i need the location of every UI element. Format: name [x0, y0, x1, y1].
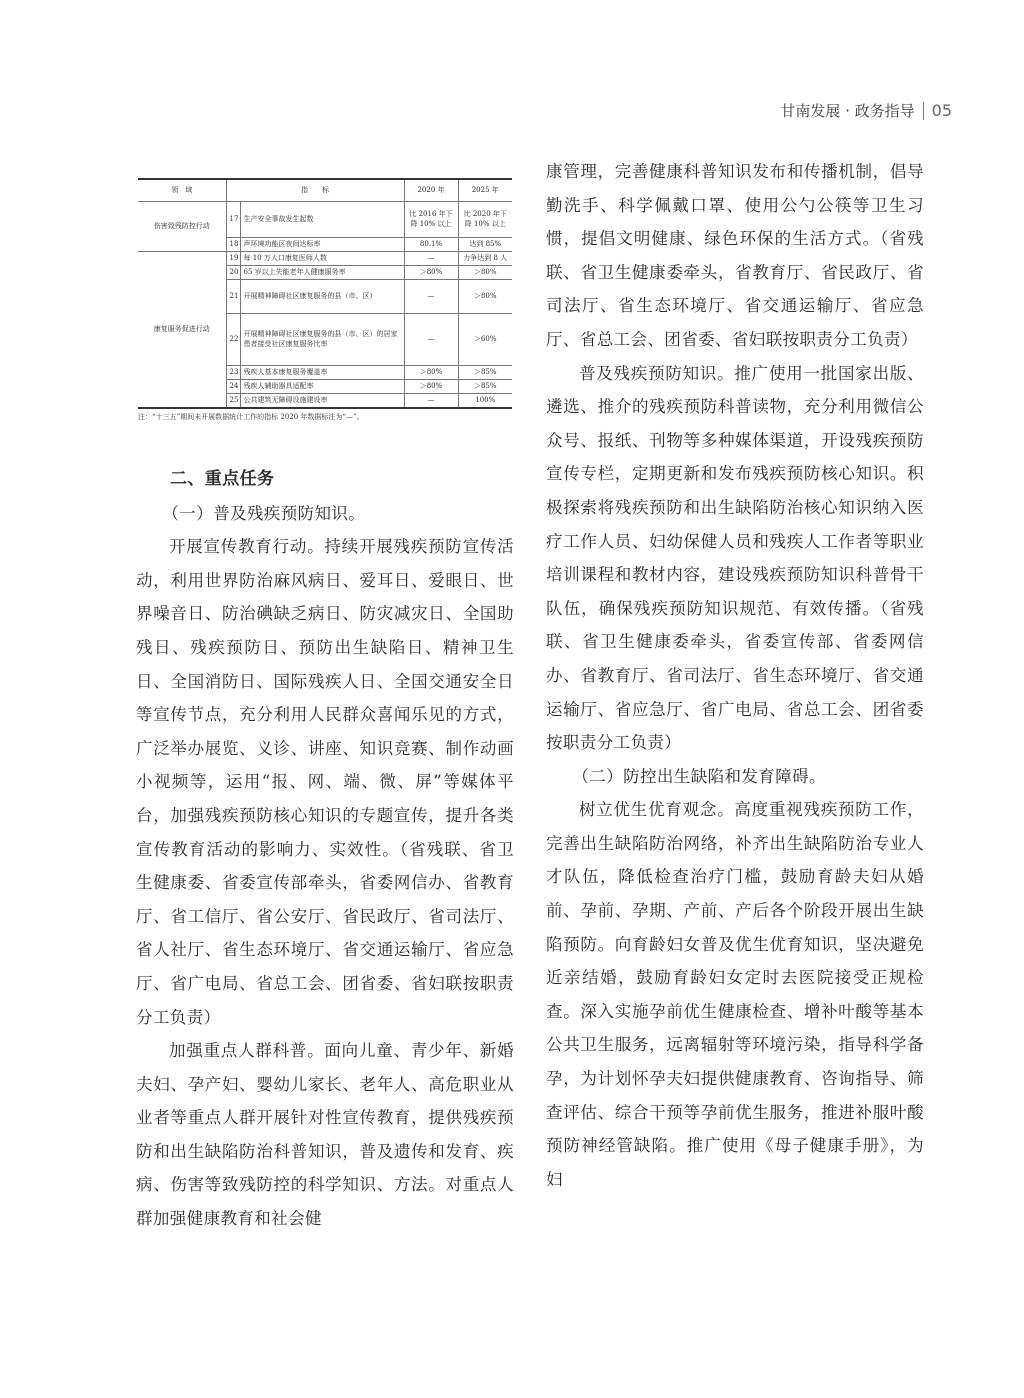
paragraph-publicity: 开展宣传教育行动。持续开展残疾预防宣传活动，利用世界防治麻风病日、爱耳日、爱眼日、世界噪音日、防治碘缺乏病日、防灾减灾日、全国助残日、残疾预防日、预防出生缺陷日、精神卫生日、全国消防日、国际残疾人日、全国交通安全日等宣传节点，充分利用人民群众喜闻乐见的方式，广泛举办展览、义诊、讲座、知识竞赛、制作动画小视频等，运用“报、网、端、微、屏”等媒体平台，加强残疾预防核心知识的专题宣传，提升各类宣传教育活动的影响力、实效性。（省残联、省卫生健康委、省委宣传部牵头，省委网信办、省教育厅、省工信厅、省公安厅、省民政厅、省司法厅、省人社厅、省生态环境厅、省交通运输厅、省应急厅、省广电局、省总工会、团省委、省妇联按职责分工负责）	[136, 537, 514, 1027]
cell-2025: 100%	[458, 394, 512, 408]
cell-indicator: 开展精神障碍社区康复服务的县（市、区）	[240, 280, 404, 314]
paragraph-key-groups: 加强重点人群科普。面向儿童、青少年、新婚夫妇、孕产妇、婴幼儿家长、老年人、高危职业从业者等重点人群开展针对性宣传教育，提供残疾预防和出生缺陷防治科普知识，普及遗传和发育、疾病、伤害等致残防控的科学知识、方法。对重点人群加强健康教育和社会健	[136, 1041, 514, 1229]
cell-number: 17	[226, 202, 240, 238]
cell-number: 21	[226, 280, 240, 314]
header-indicator: 指 标	[226, 179, 404, 202]
header-title: 甘南发展 · 政务指导	[780, 102, 915, 120]
cell-indicator: 生产安全事故发生起数	[240, 202, 404, 238]
cell-number: 24	[226, 380, 240, 394]
cell-indicator: 每 10 万人口康复医师人数	[240, 252, 404, 266]
header-2020: 2020 年	[404, 179, 458, 202]
cell-2025: ＞80%	[458, 280, 512, 314]
cell-number: 25	[226, 394, 240, 408]
page-number: 05	[931, 101, 952, 120]
cell-2020: —	[404, 394, 458, 408]
cell-number: 19	[226, 252, 240, 266]
cell-number: 23	[226, 366, 240, 380]
cell-2025: ＞85%	[458, 380, 512, 394]
cell-2020: 比 2016 年下降 10% 以上	[404, 202, 458, 238]
cell-2025: ＞85%	[458, 366, 512, 380]
cell-2020: 80.1%	[404, 238, 458, 252]
running-header	[780, 100, 952, 121]
indicator-table	[138, 178, 512, 409]
cell-domain: 康复服务促进行动	[138, 252, 226, 408]
cell-2020: —	[404, 252, 458, 266]
paragraph-eugenics: 树立优生优育观念。高度重视残疾预防工作，完善出生缺陷防治网络，补齐出生缺陷防治专业人才队伍，降低检查治疗门槛，鼓励育龄夫妇从婚前、孕前、孕期、产前、产后各个阶段开展出生缺陷预防。向育龄妇女普及优生优育知识，坚决避免近亲结婚，鼓励育龄妇女定时去医院接受正规检查。深入实施孕前优生健康检查、增补叶酸等基本公共卫生服务，远离辐射等环境污染，指导科学备孕，为计划怀孕夫妇提供健康教育、咨询指导、筛查评估、综合干预等孕前优生服务，推进补服叶酸预防神经管缺陷。推广使用《母子健康手册》，为妇	[546, 800, 924, 1189]
cell-indicator: 残疾人辅助器具适配率	[240, 380, 404, 394]
table-note: 注：“十三五”期间未开展数据统计工作的指标 2020 年数据标注为“—”。	[138, 412, 364, 421]
subsection-heading-1: （一）普及残疾预防知识。	[162, 503, 366, 523]
cell-number: 18	[226, 238, 240, 252]
cell-2020: —	[404, 280, 458, 314]
paragraph-popularize: 普及残疾预防知识。推广使用一批国家出版、遴选、推介的残疾预防科普读物，充分利用微信公众号、报纸、刊物等多种媒体渠道，开设残疾预防宣传专栏，定期更新和发布残疾预防核心知识。积极探索将残疾预防和出生缺陷防治核心知识纳入医疗工作人员、妇幼保健人员和残疾人工作者等职业培训课程和教材内容，建设残疾预防知识科普骨干队伍，确保残疾预防知识规范、有效传播。（省残联、省卫生健康委牵头，省委宣传部、省委网信办、省教育厅、省司法厅、省生态环境厅、省交通运输厅、省应急厅、省广电局、省总工会、团省委按职责分工负责）	[546, 363, 924, 753]
cell-2020: ＞80%	[404, 266, 458, 280]
left-column	[136, 463, 514, 1236]
cell-indicator: 65 岁以上失能老年人健康服务率	[240, 266, 404, 280]
cell-2025: ＞60%	[458, 314, 512, 366]
paragraph-continued: 康管理，完善健康科普知识发布和传播机制，倡导勤洗手、科学佩戴口罩、使用公勺公筷等卫生习惯，提倡文明健康、绿色环保的生活方式。（省残联、省卫生健康委牵头，省教育厅、省民政厅、省司法厅、省生态环境厅、省交通运输厅、省应急厅、省总工会、团省委、省妇联按职责分工负责）	[546, 162, 924, 349]
table-row	[138, 202, 512, 238]
table-header-row	[138, 179, 512, 202]
cell-2025: 力争达到 8 人	[458, 252, 512, 266]
cell-2020: —	[404, 314, 458, 366]
indicator-table-block	[138, 178, 512, 422]
cell-number: 22	[226, 314, 240, 366]
cell-2025: ＞80%	[458, 266, 512, 280]
section-heading: 二、重点任务	[170, 469, 275, 489]
header-divider	[923, 102, 924, 120]
cell-number: 20	[226, 266, 240, 280]
table-row	[138, 252, 512, 266]
cell-2025: 达到 85%	[458, 238, 512, 252]
cell-domain: 伤害致残防控行动	[138, 202, 226, 252]
subsection-heading-2: （二）防控出生缺陷和发育障碍。	[572, 766, 826, 786]
cell-2020: ＞80%	[404, 366, 458, 380]
header-domain: 领 域	[138, 179, 226, 202]
cell-indicator: 公共建筑无障碍设施建设率	[240, 394, 404, 408]
cell-2025: 比 2020 年下降 10% 以上	[458, 202, 512, 238]
cell-indicator: 声环境功能区夜间达标率	[240, 238, 404, 252]
cell-indicator: 残疾人基本康复服务覆盖率	[240, 366, 404, 380]
header-2025: 2025 年	[458, 179, 512, 202]
cell-2020: ＞80%	[404, 380, 458, 394]
cell-indicator: 开展精神障碍社区康复服务的县（市、区）的居家患者接受社区康复服务比率	[240, 314, 404, 366]
right-column	[546, 155, 924, 1196]
